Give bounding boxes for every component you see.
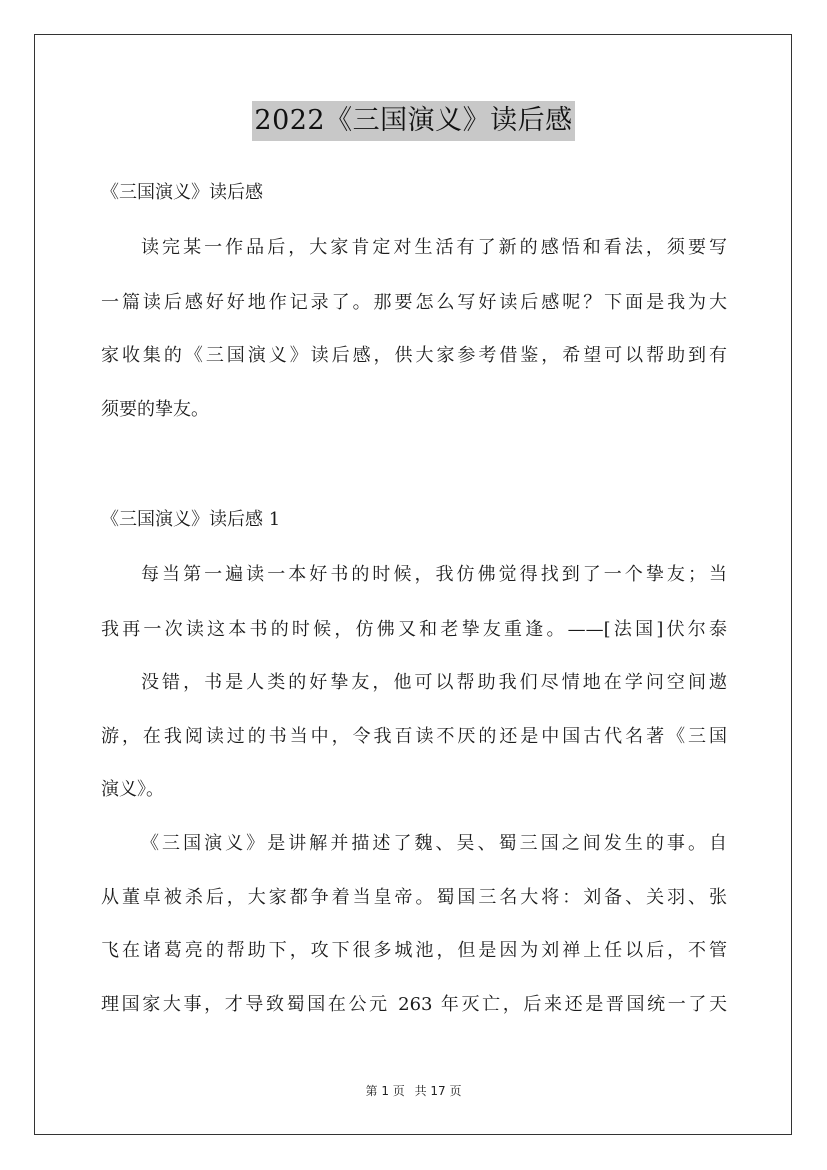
paragraph-line: 读完某一作品后，大家肯定对生活有了新的感悟和看法，须要写: [141, 237, 727, 258]
document-title: 2022《三国演义》读后感: [252, 101, 574, 141]
paragraph-line: 理国家大事，才导致蜀国在公元 263 年灭亡，后来还是晋国统一了天: [101, 994, 727, 1015]
paragraph-line: 飞在诸葛亮的帮助下，攻下很多城池，但是因为刘禅上任以后，不管: [101, 940, 727, 961]
paragraph-line: 没错，书是人类的好挚友，他可以帮助我们尽情地在学问空间遨: [141, 672, 727, 693]
paragraph-line: 家收集的《三国演义》读后感，供大家参考借鉴，希望可以帮助到有: [101, 345, 727, 366]
section-heading: 《三国演义》读后感: [101, 182, 263, 203]
paragraph-line: 须要的挚友。: [101, 399, 209, 420]
paragraph-line: 我再一次读这本书的时候，仿佛又和老挚友重逢。——[法国]伏尔泰: [101, 619, 727, 640]
paragraph-line: 一篇读后感好好地作记录了。那要怎么写好读后感呢？下面是我为大: [101, 292, 727, 313]
paragraph-line: 从董卓被杀后，大家都争着当皇帝。蜀国三名大将：刘备、关羽、张: [101, 887, 727, 908]
title-wrap: [0, 101, 827, 141]
page-footer: [0, 1083, 827, 1099]
page-number: 第 1 页: [365, 1084, 405, 1098]
paragraph-line: 《三国演义》是讲解并描述了魏、吴、蜀三国之间发生的事。自: [141, 833, 727, 854]
paragraph-line: 每当第一遍读一本好书的时候，我仿佛觉得找到了一个挚友；当: [141, 564, 727, 585]
page-total: 共 17 页: [414, 1084, 462, 1098]
paragraph-line: 游，在我阅读过的书当中，令我百读不厌的还是中国古代名著《三国: [101, 726, 727, 747]
section-heading: 《三国演义》读后感 1: [101, 509, 281, 530]
paragraph-line: 演义》。: [101, 779, 164, 800]
